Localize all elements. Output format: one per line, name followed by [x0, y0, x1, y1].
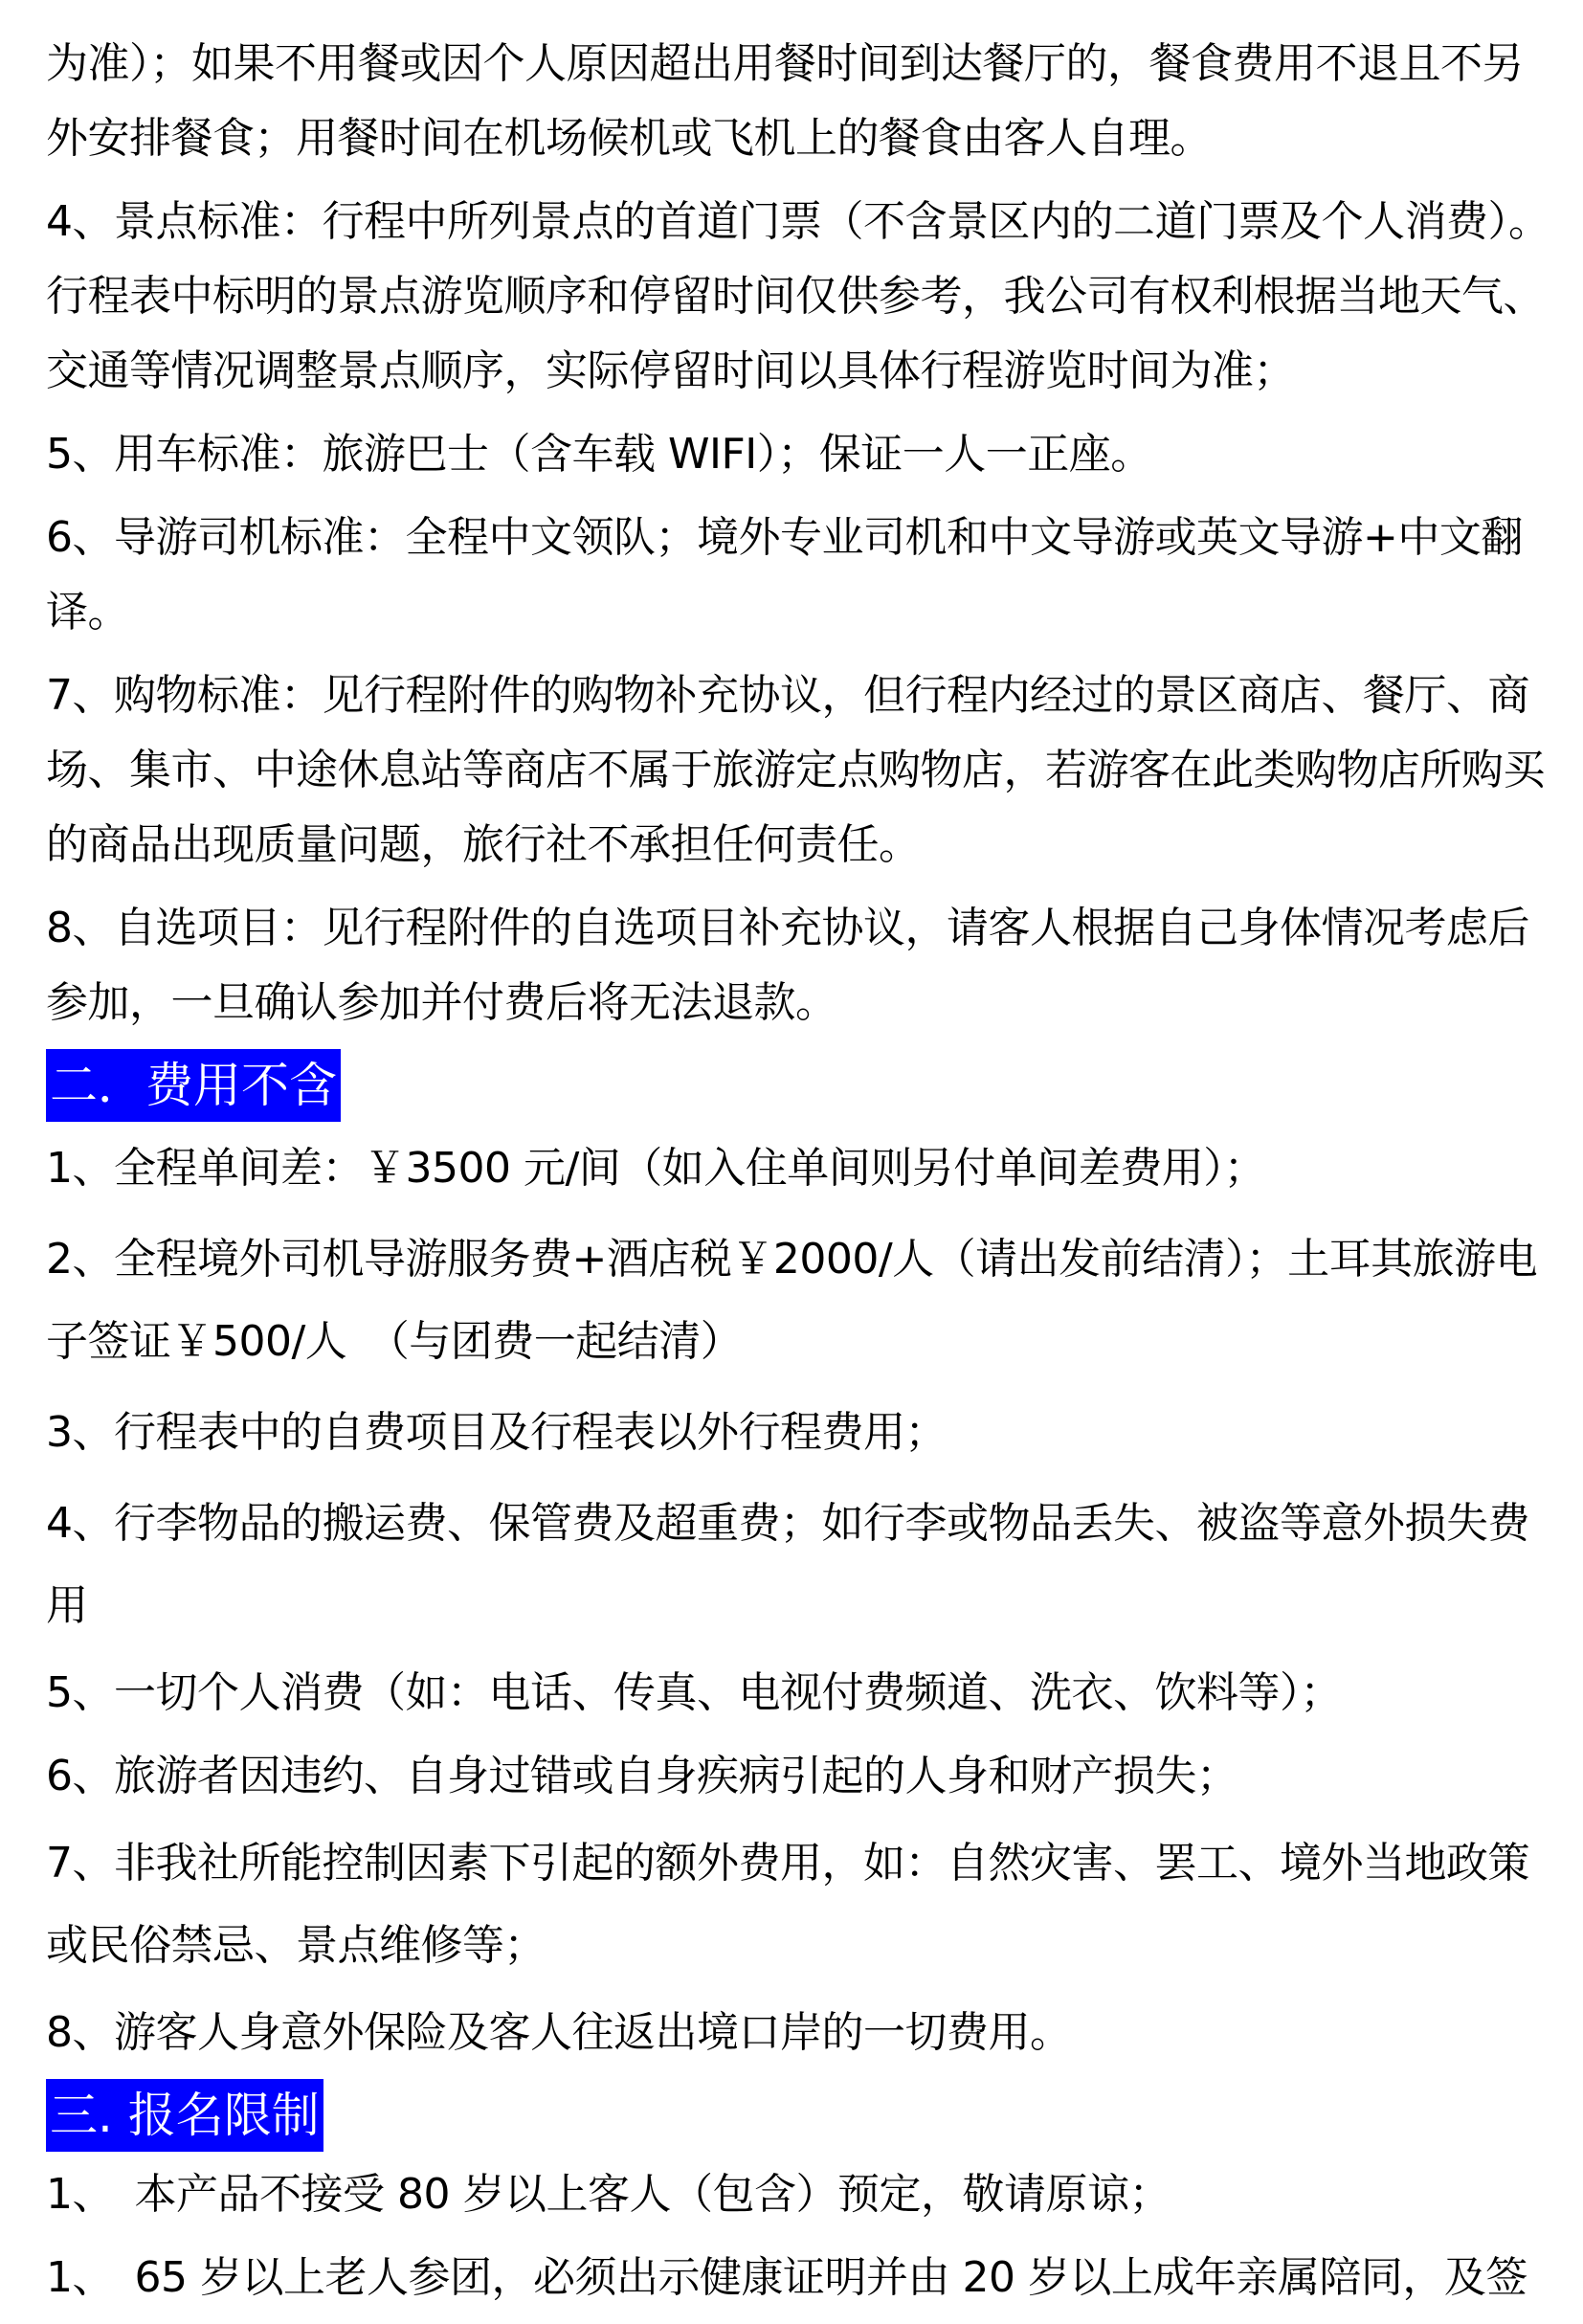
optional-items-standard: 8、自选项目：见行程附件的自选项目补充协议，请客人根据自己身体情况考虑后参加，一旦确认参加并付费后将无法退款。 — [46, 904, 1529, 1027]
guide-driver-standard: 6、导游司机标准：全程中文领队；境外专业司机和中文导游或英文导游+中文翻译。 — [46, 513, 1523, 637]
list-item: 8、游客人身意外保险及客人往返出境口岸的一切费用。 — [46, 2008, 1072, 2057]
list-item: 7、非我社所能控制因素下引起的额外费用，如：自然灾害、罢工、境外当地政策或民俗禁忌、景点维修等； — [46, 1839, 1529, 1970]
list-item: 3、行程表中的自费项目及行程表以外行程费用； — [46, 1408, 947, 1457]
document-page — [46, 27, 1558, 2324]
registration-limits-list — [46, 2157, 1558, 2315]
vehicle-standard: 5、用车标准：旅游巴士（含车载 WIFI）；保证一人一正座。 — [46, 430, 1152, 479]
section-heading-exclusions-label: 二．费用不含 — [46, 1049, 341, 1122]
sightseeing-standard: 4、景点标准：行程中所列景点的首道门票（不含景区内的二道门票及个人消费）。行程表中标明的景点游览顺序和停留时间仅供参考，我公司有权利根据当地天气、交通等情况调整景点顺序，实际停留时间以具体行程游览时间为准； — [46, 197, 1550, 395]
list-item: 6、旅游者因违约、自身过错或自身疾病引起的人身和财产损失； — [46, 1752, 1238, 1800]
list-item: 5、一切个人消费（如：电话、传真、电视付费频道、洗衣、饮料等）； — [46, 1668, 1342, 1717]
list-item: 2、全程境外司机导游服务费+酒店税￥2000/人（请出发前结清）；土耳其旅游电子签证￥500/人 （与团费一起结清） — [46, 1235, 1538, 1366]
exclusions-list — [46, 1128, 1558, 2070]
section-heading-registration-limits — [46, 2079, 1558, 2152]
meal-standard-continuation: 为准）；如果不用餐或因个人原因超出用餐时间到达餐厅的，餐食费用不退且不另外安排餐食；用餐时间在机场候机或飞机上的餐食由客人自理。 — [46, 39, 1524, 163]
section-heading-registration-limits-label: 三. 报名限制 — [46, 2079, 323, 2152]
list-item: 1、 本产品不接受 80 岁以上客人（包含）预定，敬请原谅； — [46, 2170, 1171, 2219]
section-heading-exclusions — [46, 1049, 1558, 1122]
list-item: 4、行李物品的搬运费、保管费及超重费；如行李或物品丢失、被盗等意外损失费用 — [46, 1499, 1529, 1630]
section-continuation — [46, 27, 1558, 1040]
list-item: 1、 65 岁以上老人参团，必须出示健康证明并由 20 岁以上成年亲属陪同，及签 — [46, 2253, 1527, 2302]
list-item: 1、全程单间差：￥3500 元/间（如入住单间则另付单间差费用）； — [46, 1144, 1266, 1193]
shopping-standard: 7、购物标准：见行程附件的购物补充协议，但行程内经过的景区商店、餐厅、商场、集市、中途休息站等商店不属于旅游定点购物店，若游客在此类购物店所购买的商品出现质量问题，旅行社不承担任何责任。 — [46, 671, 1545, 869]
